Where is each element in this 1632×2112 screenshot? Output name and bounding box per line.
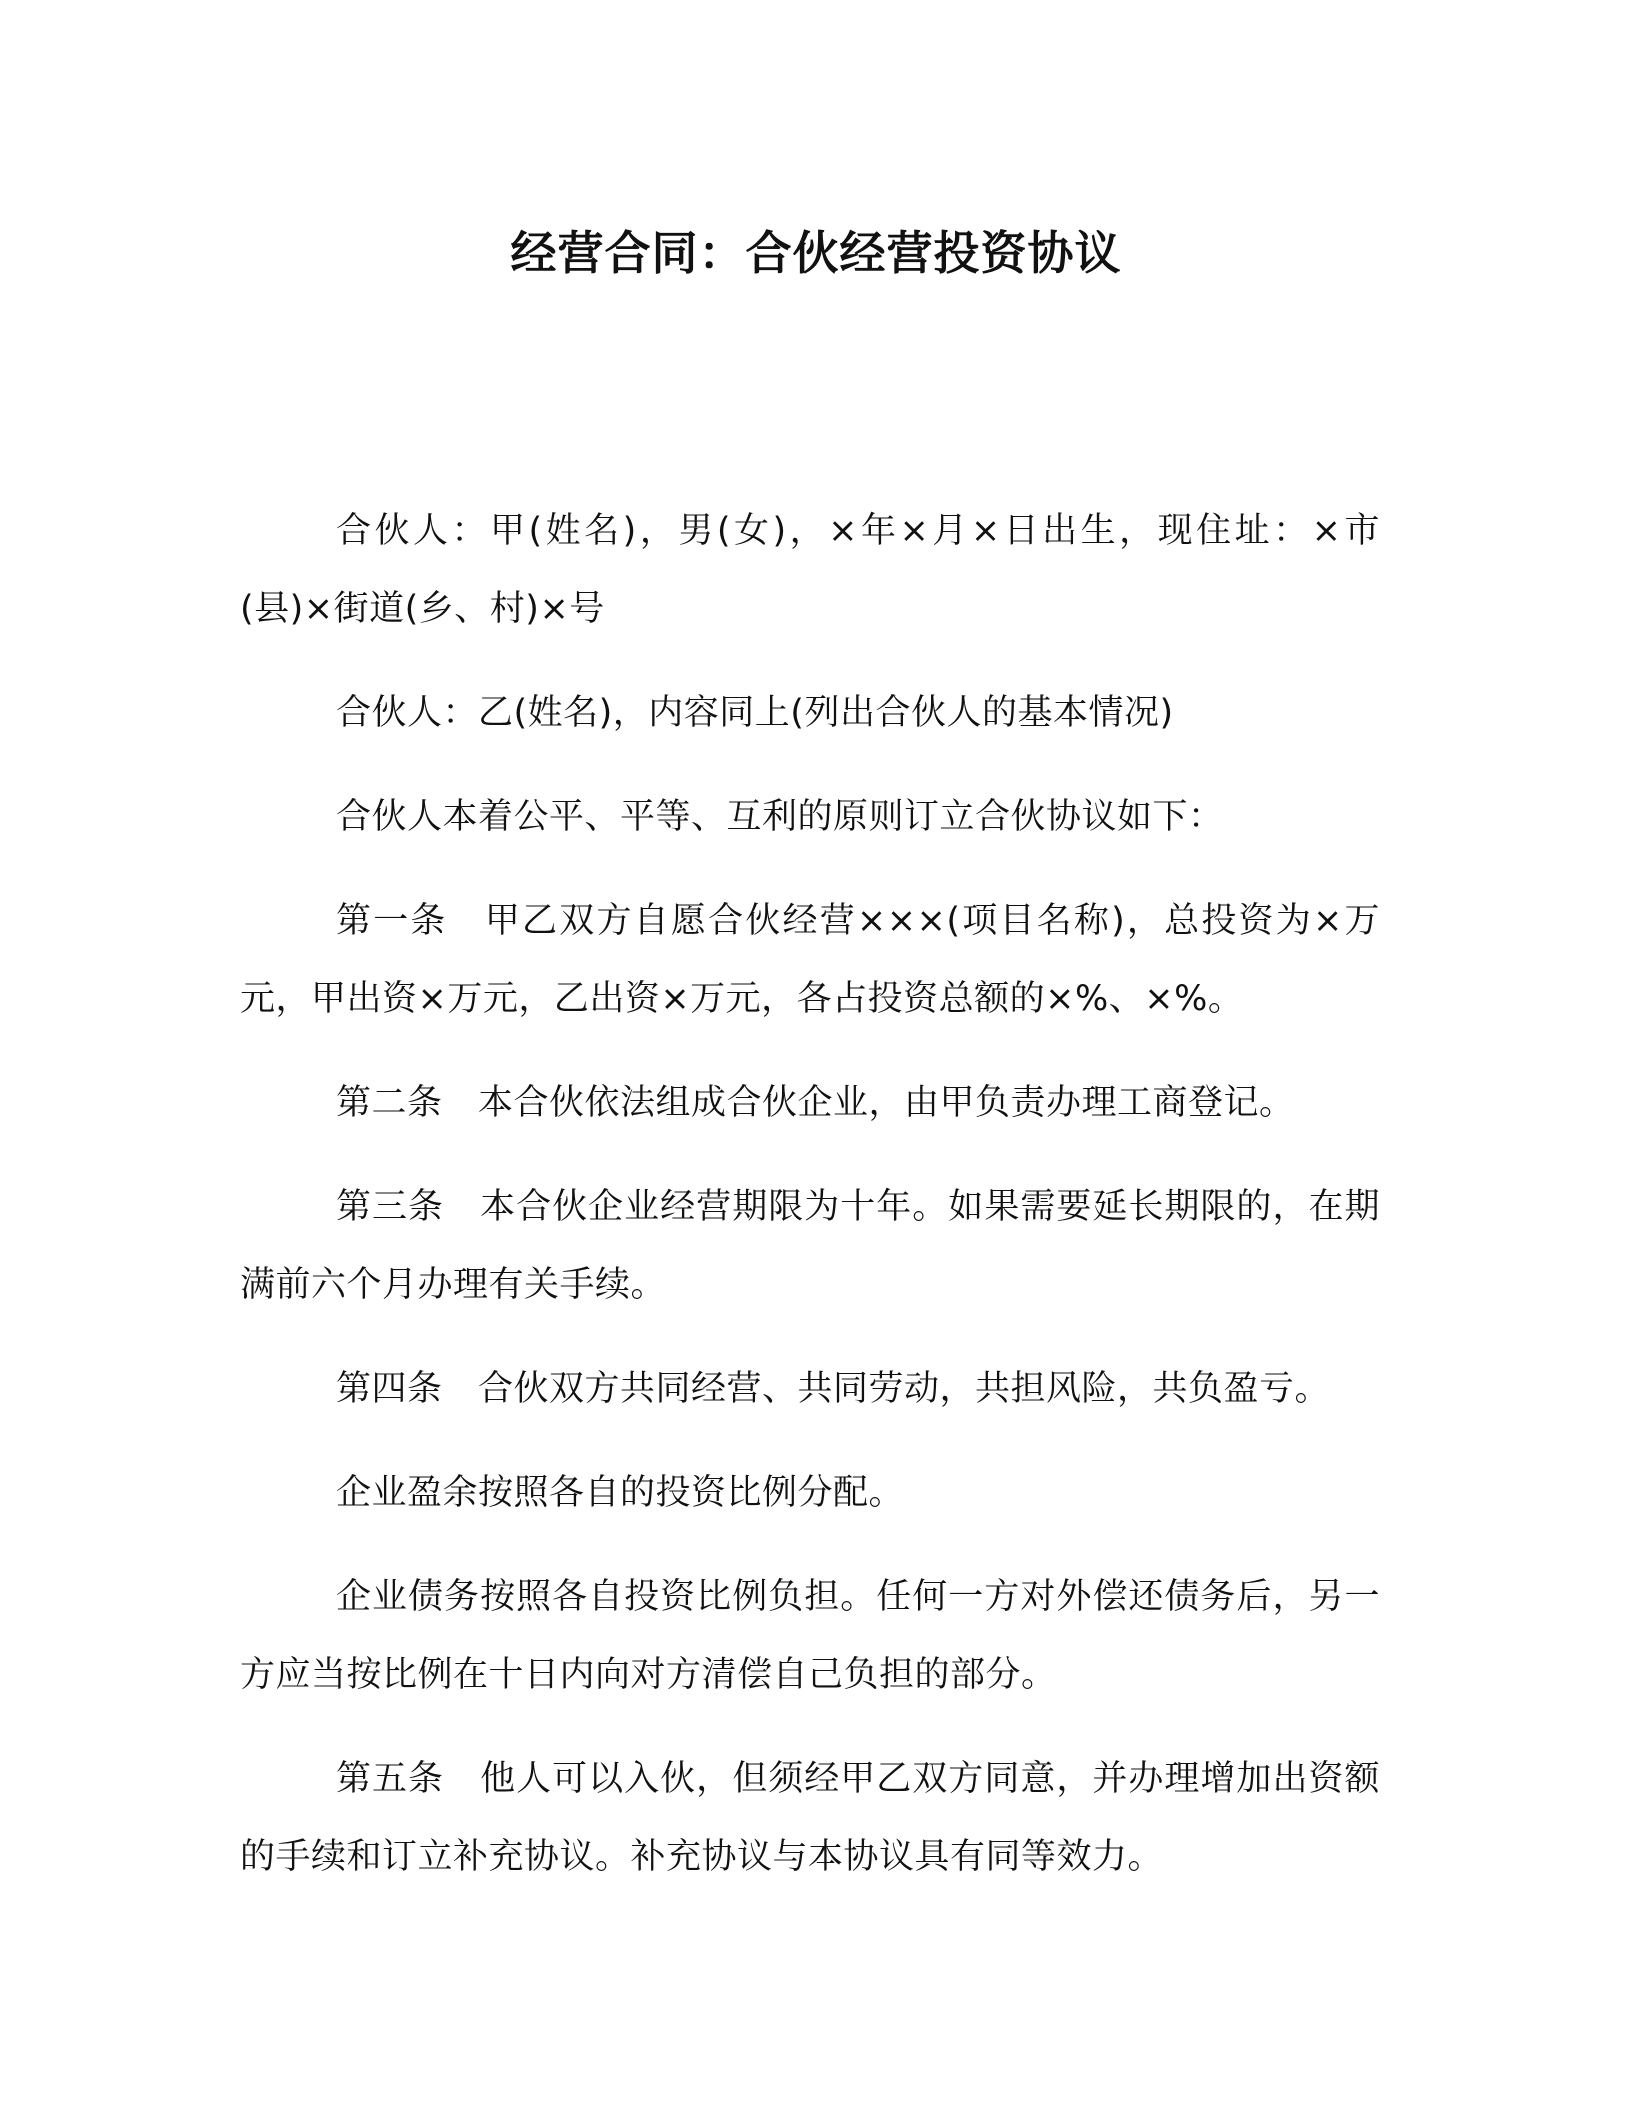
paragraph-partner-a: 合伙人：甲(姓名)，男(女)，×年×月×日出生，现住址：×市(县)×街道(乡、村)×号 xyxy=(240,511,1380,629)
paragraph-article-4: 第四条 合伙双方共同经营、共同劳动，共担风险，共负盈亏。 xyxy=(336,1369,1331,1409)
paragraph-profit: 企业盈余按照各自的投资比例分配。 xyxy=(336,1473,905,1513)
paragraph-partner-b: 合伙人：乙(姓名)，内容同上(列出合伙人的基本情况) xyxy=(336,693,1174,733)
paragraph-article-1: 第一条 甲乙双方自愿合伙经营×××(项目名称)，总投资为×万元，甲出资×万元，乙出资×万元，各占投资总额的×%、×%。 xyxy=(240,901,1380,1019)
paragraph-preamble: 合伙人本着公平、平等、互利的原则订立合伙协议如下： xyxy=(336,797,1224,837)
paragraph-article-5: 第五条 他人可以入伙，但须经甲乙双方同意，并办理增加出资额的手续和订立补充协议。补充协议与本协议具有同等效力。 xyxy=(240,1759,1380,1877)
paragraph-debt: 企业债务按照各自投资比例负担。任何一方对外偿还债务后，另一方应当按比例在十日内向对方清偿自己负担的部分。 xyxy=(240,1577,1380,1695)
document-body xyxy=(240,492,1380,1922)
document-title: 经营合同：合伙经营投资协议 xyxy=(510,226,1122,280)
paragraph-article-2: 第二条 本合伙依法组成合伙企业，由甲负责办理工商登记。 xyxy=(336,1083,1295,1123)
paragraph-article-3: 第三条 本合伙企业经营期限为十年。如果需要延长期限的，在期满前六个月办理有关手续。 xyxy=(240,1187,1380,1305)
